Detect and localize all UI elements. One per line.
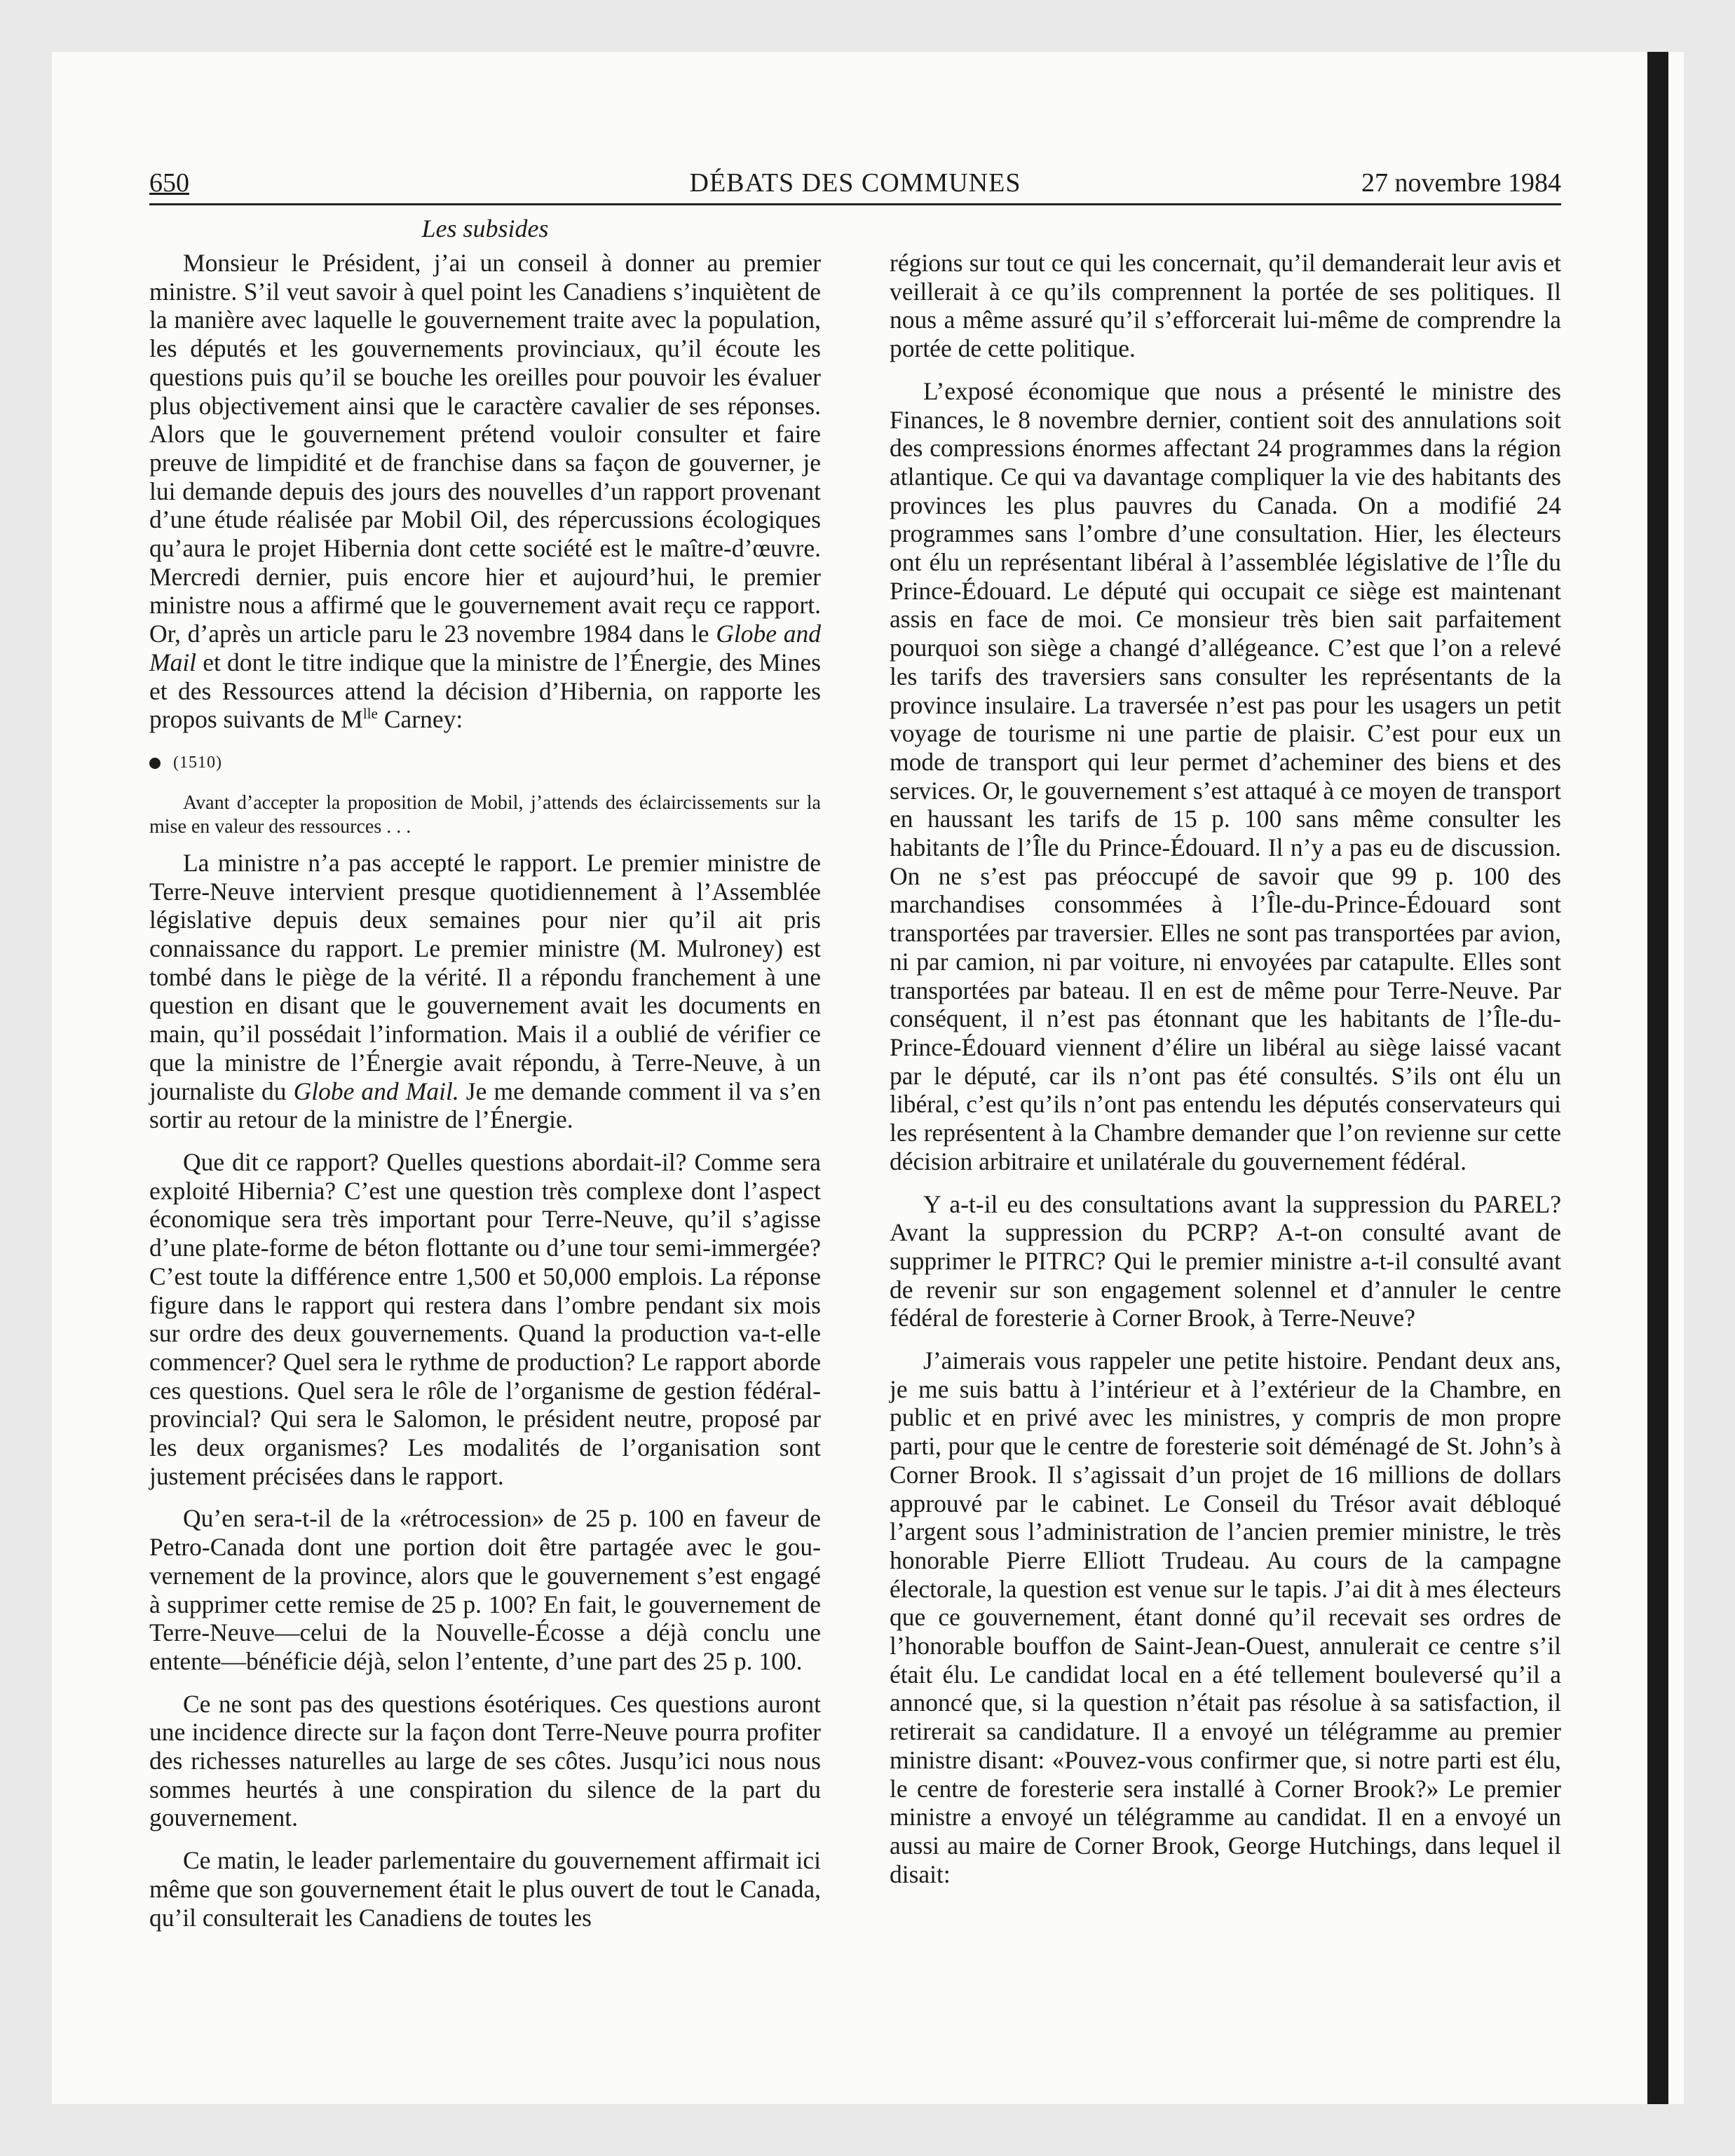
page-date: 27 novembre 1984 <box>1361 168 1561 198</box>
scan-binding-edge <box>1647 52 1668 2104</box>
page-number: 650 <box>149 168 189 198</box>
paragraph: Ce ne sont pas des questions ésotériques. Ces questions auront une incidence directe sur la façon dont Terre-Neuve pourra profiter des richesses naturelles au large de ses côtes. Jusqu’ici nous nous sommes heurtés à une conspiration du silence de la part du gouvernement. <box>149 1689 821 1832</box>
paragraph: Monsieur le Président, j’ai un conseil à donner au premier ministre. S’il veut savoir à quel point les Canadiens s’inquiètent de la manière avec laquelle le gouvernement traite avec la population, les députés et les gouvernements provinciaux, qu’il écoute les questions puis qu’il se bouche les oreilles pour pouvoir les évaluer plus objectivement ainsi que le caractère cavalier de ses réponses. Alors que le gouvernement prétend vouloir consulter et faire preuve de limpidité et de franchise dans sa façon de gouverner, je lui demande depuis des jours des nouvelles d’un rapport provenant d’une étude réalisée par Mobil Oil, des répercussions écologiques qu’aura le projet Hibernia dont cette société est le maître-d’œuvre. Mercredi dernier, puis encore hier et aujourd’hui, le premier ministre nous a affirmé que le gouvernement avait reçu ce rapport. Or, d’après un article paru le 23 novembre 1984 dans le Globe and Mail et dont le titre indique que la ministre de l’Énergie, des Mines et des Ressources attend la décision d’Hibernia, on rapporte les propos suivants de $M^{lle}$ Carney: <box>149 249 821 734</box>
right-column <box>890 249 1561 1902</box>
bullet-icon <box>149 758 161 769</box>
paragraph-continued: régions sur tout ce qui les concernait, qu’il demanderait leur avis et veillerait à ce qu’ils comprennent la portée de ses politiques. Il nous a même assuré qu’il s’efforcerait lui-même de comprendre la portée de cette politique. <box>890 249 1561 363</box>
left-column <box>149 249 821 1946</box>
paragraph: L’exposé économique que nous a présenté le ministre des Finances, le 8 novembre dernier, contient soit des annulations soit des compressions énormes affectant 24 programmes dans la région atlantique. Ce qui va davantage compliquer la vie des habitants des provinces les plus pauvres du Canada. On a modifié 24 programmes sans l’ombre d’une consultation. Hier, les électeurs ont élu un représentant libéral à l’assemblée législative de l’Île du Prince-Édouard. Le député qui occupait ce siège est maintenant assis en face de moi. Ce monsieur très bien sait parfaitement pourquoi son siège a changé d’allégeance. C’est que l’on a relevé les tarifs des traversiers sans consulter les représentants de la province insulaire. La traversée n’est pas pour les usagers un petit voyage de tourisme ni une partie de plaisir. C’est pour eux un mode de transport qui leur permet d’acheminer des biens et des services. Or, le gouvernement s’est attaqué à ce moyen de transport en haussant les tarifs de 15 p. 100 sans même consulter les habitants de l’Île du Prince-Édouard. Il n’y a pas eu de discussion. On ne s’est pas préoccupé de savoir que 99 p. 100 des marchandises consommées à l’Île-du-Prince-Édouard sont transportées par traversier. Elles ne sont pas transportées par avion, ni par camion, ni par voiture, ni envoyées par catapulte. Elles sont transportées par bateau. Il en est de même pour Terre-Neuve. Par conséquent, il n’est pas étonnant que les habitants de l’Île-du-Prince-Édouard viennent d’élire un libéral au siège laissé vacant par le député, car ils n’ont pas été consultés. S’ils ont élu un libéral, c’est qu’ils n’ont pas entendu les députés conservateurs qui les représentent à la Chambre demander que l’on revienne sur cette décision arbitraire et unilatérale du gouvernement fédéral. <box>890 376 1561 1175</box>
paragraph: Ce matin, le leader parlementaire du gouvernement affirmait ici même que son gouvernement était le plus ouvert de tout le Canada, qu’il consulterait les Canadiens de toutes les <box>149 1846 821 1932</box>
section-title: Les subsides <box>421 214 549 243</box>
paragraph: Qu’en sera-t-il de la «rétrocession» de 25 p. 100 en faveur de Petro-Canada dont une portion doit être partagée avec le gouvernement de la province, alors que le gouvernement s’est engagé à supprimer cette remise de 25 p. 100? En fait, le gouvernement de Terre-Neuve—celui de la Nouvelle-Écosse a déjà conclu une entente—bénéficie déjà, selon l’entente, d’une part des 25 p. 100. <box>149 1504 821 1675</box>
page-header <box>149 165 1561 205</box>
paragraph: Que dit ce rapport? Quelles questions abordait-il? Comme sera exploité Hibernia? C’est une question très complexe dont l’aspect économique sera très important pour Terre-Neuve, qu’il s’agisse d’une plate-forme de béton flottante ou d’une tour semi-immergée? C’est toute la différence entre 1,500 et 50,000 emplois. La réponse figure dans le rapport qui restera dans l’ombre pendant six mois sur ordre des deux gouvernements. Quand la production va-t-elle commencer? Quel sera le rythme de production? Le rapport aborde ces questions. Quel sera le rôle de l’organisme de gestion fédéral-provincial? Qui sera le Salomon, le président neutre, proposé par les deux organismes? Les modalités de l’organisation sont justement précisées dans le rapport. <box>149 1147 821 1490</box>
block-quote: Avant d’accepter la proposition de Mobil, j’attends des éclaircissements sur la mise en valeur des ressources . . . <box>149 791 821 838</box>
paragraph: Y a-t-il eu des consultations avant la suppression du PAREL? Avant la suppression du PCRP? A-t-on consulté avant de supprimer le PITRC? Qui le premier ministre a-t-il consulté avant de revenir sur son engagement solennel et d’annuler le centre fédéral de foresterie à Corner Brook, à Terre-Neuve? <box>890 1189 1561 1332</box>
paragraph: J’aimerais vous rappeler une petite histoire. Pendant deux ans, je me suis battu à l’intérieur et à l’extérieur de la Chambre, en public et en privé avec les ministres, y compris de mon propre parti, pour que le centre de foresterie soit déménagé de St. John’s à Corner Brook. Il s’agissait d’un projet de 16 millions de dollars approuvé par le cabinet. Le Conseil du Trésor avait débloqué l’argent sous l’administration de l’ancien premier ministre, le très honorable Pierre Elliott Trudeau. Au cours de la campagne électorale, la question est venue sur le tapis. J’ai dit à mes électeurs que ce gouvernement, étant donné qu’il recevait ses ordres de l’honorable bouffon de Saint-Jean-Ouest, annulerait ce centre s’il était élu. Le candidat local en a été tellement bouleversé qu’il a annoncé que, si la question n’était pas résolue à sa satisfaction, il retirerait sa candidature. Il a envoyé un télégramme au premier ministre disant: «Pouvez-vous confirmer que, si notre parti est élu, le centre de foresterie sera installé à Corner Brook?» Le premier ministre a envoyé un télégramme au candidat. Il en a envoyé un aussi au maire de Corner Brook, George Hutchings, dans lequel il disait: <box>890 1346 1561 1888</box>
time-marker: (1510) <box>149 752 821 773</box>
publication-title: DÉBATS DES COMMUNES <box>689 168 1021 198</box>
paragraph: La ministre n’a pas accepté le rapport. Le premier ministre de Terre-Neuve intervient presque quotidiennement à l’Assemblée législative depuis deux semaines pour nier qu’il ait pris connaissance du rapport. Le premier ministre (M. Mulroney) est tombé dans le piège de la vérité. Il a répondu franchement à une question en disant que le gouvernement avait les documents en main, qu’il possédait l’information. Mais il a oublié de vérifier ce que la ministre de l’Énergie avait répondu, à Terre-Neuve, à un journaliste du Globe and Mail. Je me demande comment il va s’en sortir au retour de la ministre de l’Énergie. <box>149 848 821 1134</box>
